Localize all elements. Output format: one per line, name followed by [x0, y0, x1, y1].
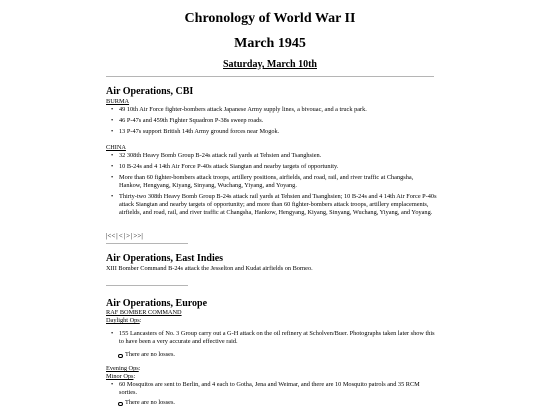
- nav-separator: |: [131, 232, 133, 240]
- list-subitem: There are no losses.: [125, 399, 176, 406]
- list-item: • Thirty-two 308th Heavy Bomb Group B-24s attack rail yards at Tehsien and Tsanghsien; 10 B-24s and 4 14th Air Force P-40s attack Siangtan and nearby targets of opportunity; and more than 60 fighter-bombers attack troops, artillery emplacements, airfields, and road, rail, and river traffic at Changsha, Hankow, Hengyang, Kiyang, Sinyang, Wuchang, Yiyang, and Yoyang.: [119, 193, 437, 217]
- list-item: • 60 Mosquitos are sent to Berlin, and 4 each to Gotha, Jena and Weimar, and there are 10 Mosquito patrols and 35 RCM sorties.: [119, 381, 437, 397]
- page-subtitle: March 1945: [234, 36, 306, 51]
- list-item: • 46 P-47s and 459th Fighter Squadron P-38s sweep roads.: [119, 117, 437, 125]
- list-subitem: There are no losses.: [125, 351, 176, 358]
- section-divider: [106, 285, 188, 286]
- section-heading-cbi: Air Operations, CBI: [106, 86, 194, 97]
- section-heading-europe: Air Operations, Europe: [106, 298, 208, 309]
- nav-separator: |: [116, 232, 118, 240]
- list-item: • 155 Lancasters of No. 3 Group carry out a G-H attack on the oil refinery at Scholven/Buer. Photographs taken later show this to have been a very accurate and effective raid.: [119, 330, 437, 346]
- section-heading-east-indies: Air Operations, East Indies: [106, 253, 224, 264]
- nav-separator: |: [123, 232, 126, 240]
- list-item: • 32 308th Heavy Bomb Group B-24s attack rail yards at Tehsien and Tsanghsien.: [119, 152, 437, 160]
- next-page-button[interactable]: >: [126, 232, 131, 240]
- list-item: • 13 P-47s support British 14th Army ground forces near Mogok.: [119, 128, 437, 136]
- date-heading: Saturday, March 10th: [223, 59, 317, 70]
- first-page-button[interactable]: |<<: [106, 232, 116, 240]
- previous-page-button[interactable]: <: [118, 232, 123, 240]
- subheading-china[interactable]: CHINA: [106, 144, 126, 151]
- list-item: • More than 60 fighter-bombers attack troops, artillery positions, airfields, and road, rail, and river traffic at Changsha, Hankow, Hengyang, Kiyang, Sinyang, Wuchang, Yiyang, and Yoyang.: [119, 174, 437, 190]
- list-item: • 10 B-24s and 4 14th Air Force P-40s attack Siangtan and nearby targets of opportunity.: [119, 163, 437, 171]
- subheading-minor-ops: Minor Ops:: [106, 373, 136, 380]
- subheading-daylight-ops: Daylight Ops:: [106, 317, 142, 324]
- subheading-burma[interactable]: BURMA: [106, 98, 130, 105]
- paragraph: XIII Bomber Command B-24s attack the Jesselton and Kudat airfields on Borneo.: [106, 265, 313, 272]
- chronology-nav: [106, 232, 143, 241]
- section-divider: [106, 243, 188, 244]
- last-page-button[interactable]: >>|: [133, 232, 143, 240]
- header-divider: [106, 76, 434, 77]
- subheading-raf-bomber-command[interactable]: RAF BOMBER COMMAND: [106, 309, 182, 316]
- subheading-evening-ops: Evening Ops:: [106, 365, 141, 372]
- list-item: • 49 10th Air Force fighter-bombers attack Japanese Army supply lines, a bivouac, and a truck park.: [119, 106, 437, 114]
- page-title: Chronology of World War II: [184, 11, 356, 26]
